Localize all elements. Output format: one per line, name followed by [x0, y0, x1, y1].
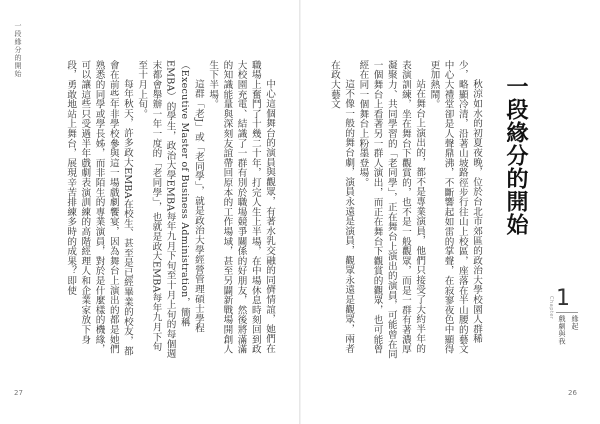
chapter-number: 1: [556, 286, 570, 311]
page-number-left: 27: [14, 389, 23, 397]
body-paragraph: 每年秋天，許多政大EMBA在校生、甚至是已經畢業的校友，都會在前些年非學校參與這一場戲劇饗宴，因為舞台上演出的都是她們熟悉的同學或學長姊，而非陌生的專業演員，對於是什麼樣的機緣，可以讓這些只受過半年戲劇表演訓練的高階經理人和企業家放下身段，勇敢地站上舞台，展現辛苦排練多時的成果？即使: [65, 60, 133, 356]
left-page-body: [65, 60, 276, 360]
chapter-label: 緣起: [571, 315, 579, 330]
body-paragraph: 這群「老J」或「老同學」，就是政治大學經營管理碩士學程（Executive Master of Business Administration，簡稱EMBA）的學生，政治大學EMBA每年九月下旬至十月上旬的每個週末都會舉辦一年一度的「老同學」，也就是政大EMBA每年九月下旬至十月上旬。: [136, 60, 204, 359]
body-paragraph: 這不像一般的舞台劇，演員永遠是演員，觀眾永遠是觀眾，兩者在政大藝文: [328, 60, 355, 354]
chapter-marker: [548, 288, 584, 380]
chapter-divider: [556, 312, 578, 313]
chapter-subtitle: 戲劇與我: [558, 315, 566, 345]
page-number-right: 26: [568, 389, 577, 397]
body-paragraph: 中心這個舞台的演員與觀眾，有著水乳交融的同儕情誼，她們在職場上奮鬥了十幾二十年，打完人生上半場，在中場休息時刻回到政大校園充電、結識了一群有別於職場競爭關係的好朋友，然後將滿滿的知識能量與深刻友誼帶回原本的工作場域，甚至另闢新戰場開創人生下半場。: [207, 60, 275, 354]
right-page-body: [328, 60, 483, 360]
book-gutter: [299, 0, 301, 424]
body-paragraph: 站在舞台上演出的，都不是專業演員，他們只接受了大約半年的表演訓練，坐在舞台下觀賞的，也不是一般觀眾，而是一群有著濃厚凝聚力、共同學習的「老同學」，正在舞台上演出的演員，可能曾在同一個舞台上看著另一群人演出，而正在舞台下觀賞的觀眾，也可能曾經在同一個舞台上粉墨登場。: [357, 60, 426, 359]
chapter-title: 一段緣分的開始: [503, 75, 528, 236]
running-head: 一段緣分的開始: [14, 22, 22, 78]
body-paragraph: 秋涼如水的初夏夜晚，位於台北市郊區的政治大學校園人群稀少，略顯冷清，沿著山坡路徑步行往山上校區，座落在半山腰的藝文中心大禮堂卻是人聲鼎沸，不斷響起如雷的掌聲，在寂寥夜色中顯得更加熱鬧。: [428, 60, 482, 354]
chapter-word: Chapter: [548, 296, 554, 320]
